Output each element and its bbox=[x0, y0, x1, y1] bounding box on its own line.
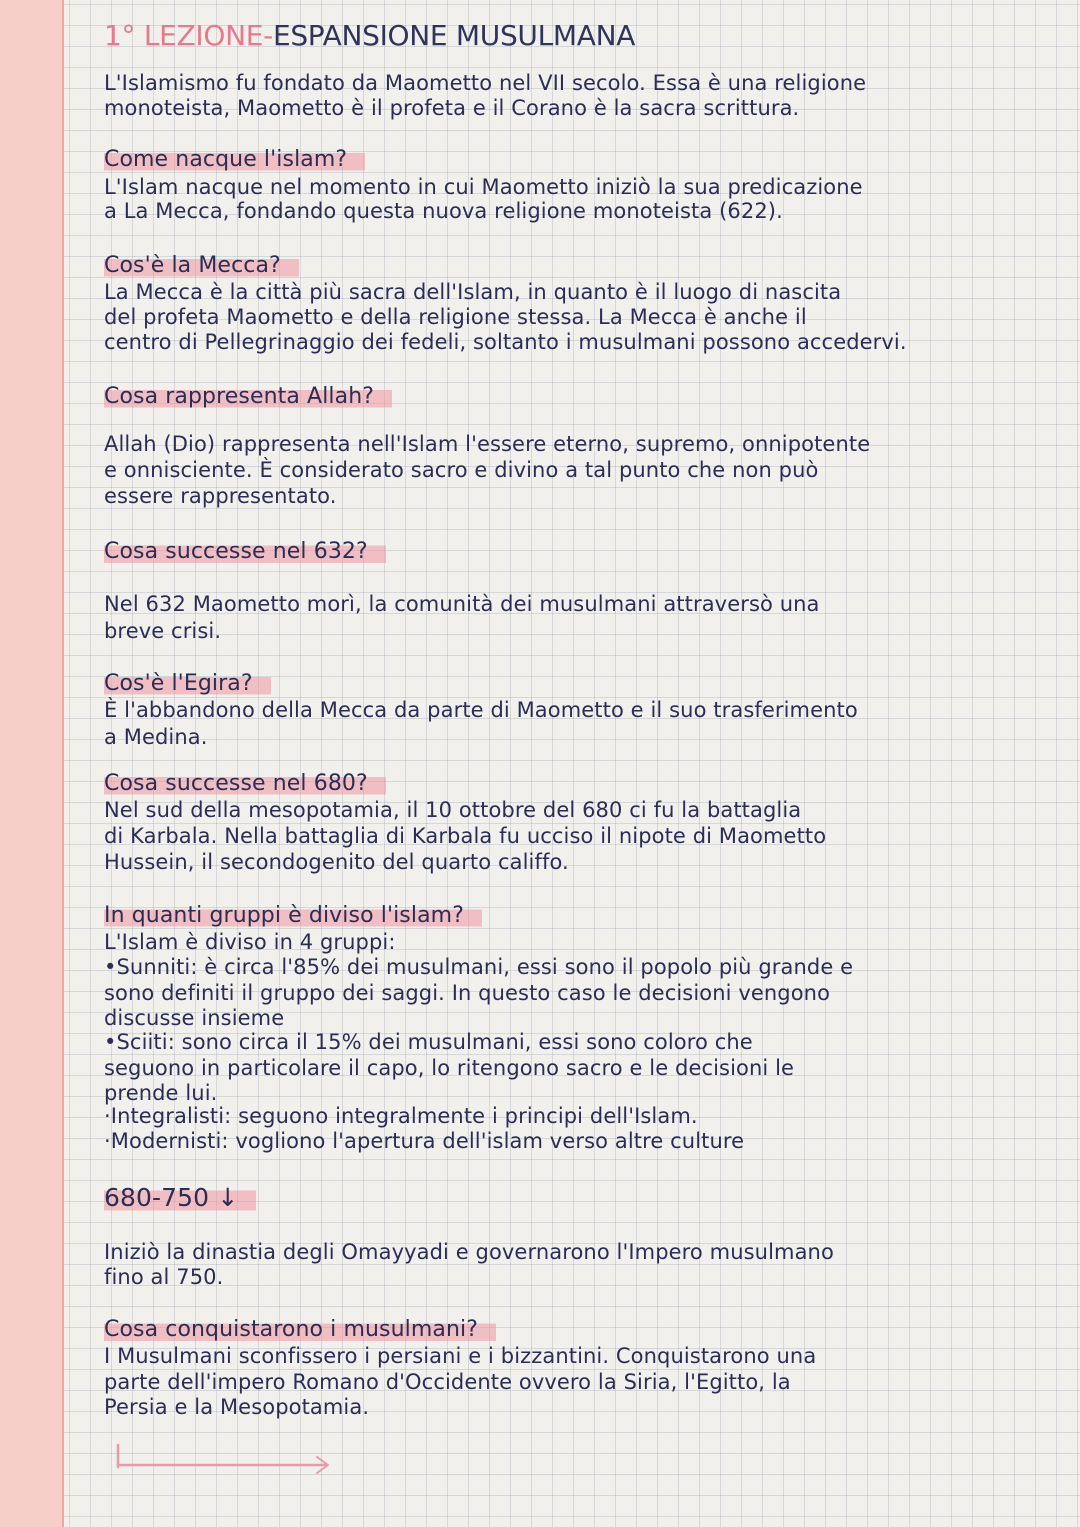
answer-line: del profeta Maometto e della religione stessa. La Mecca è anche il bbox=[104, 305, 807, 329]
answer-line: •Sunniti: è circa l'85% dei musulmani, essi sono il popolo più grande e bbox=[104, 955, 854, 979]
answer-line: centro di Pellegrinaggio dei fedeli, soltanto i musulmani possono accedervi. bbox=[104, 330, 907, 354]
answer-line: essere rappresentato. bbox=[104, 484, 337, 508]
margin-line bbox=[62, 0, 64, 1527]
question-heading: Cosa conquistarono i musulmani? bbox=[104, 1318, 496, 1342]
answer-line: Iniziò la dinastia degli Omayyadi e governarono l'Impero musulmano bbox=[104, 1240, 834, 1264]
answer-line: •Sciiti: sono circa il 15% dei musulmani, essi sono coloro che bbox=[104, 1030, 753, 1054]
question-heading: Come nacque l'islam? bbox=[104, 148, 365, 172]
timeline-arrow bbox=[112, 1443, 342, 1477]
intro-line: monoteista, Maometto è il profeta e il Corano è la sacra scrittura. bbox=[104, 96, 800, 120]
title-prefix: 1° LEZIONE- bbox=[104, 19, 273, 52]
answer-line: seguono in particolare il capo, lo ritengono sacro e le decisioni le bbox=[104, 1056, 795, 1080]
answer-line: e onnisciente. È considerato sacro e divino a tal punto che non può bbox=[104, 458, 819, 482]
title-main: ESPANSIONE MUSULMANA bbox=[272, 19, 636, 52]
answer-line: a Medina. bbox=[104, 725, 208, 749]
answer-line: discusse insieme bbox=[104, 1006, 285, 1030]
page-title bbox=[104, 19, 636, 52]
answer-line: Nel sud della mesopotamia, il 10 ottobre del 680 ci fu la battaglia bbox=[104, 798, 802, 822]
answer-line: Nel 632 Maometto morì, la comunità dei musulmani attraversò una bbox=[104, 592, 820, 616]
question-heading: In quanti gruppi è diviso l'islam? bbox=[104, 904, 482, 928]
answer-line: L'Islam nacque nel momento in cui Maometto iniziò la sua predicazione bbox=[104, 175, 863, 199]
answer-line: I Musulmani sconfissero i persiani e i bizzantini. Conquistarono una bbox=[104, 1344, 817, 1368]
intro-line: L'Islamismo fu fondato da Maometto nel VII secolo. Essa è una religione bbox=[104, 71, 867, 95]
answer-line: Persia e la Mesopotamia. bbox=[104, 1395, 370, 1419]
question-heading: Cos'è la Mecca? bbox=[104, 254, 299, 278]
answer-line: fino al 750. bbox=[104, 1265, 224, 1289]
answer-line: sono definiti il gruppo dei saggi. In questo caso le decisioni vengono bbox=[104, 981, 831, 1005]
answer-line: parte dell'impero Romano d'Occidente ovvero la Siria, l'Egitto, la bbox=[104, 1370, 791, 1394]
answer-line: Hussein, il secondogenito del quarto califfo. bbox=[104, 850, 569, 874]
answer-line: prende lui. bbox=[104, 1081, 218, 1105]
answer-line: ·Modernisti: vogliono l'apertura dell'islam verso altre culture bbox=[104, 1129, 745, 1153]
question-heading: Cosa successe nel 632? bbox=[104, 540, 386, 564]
question-heading: Cosa successe nel 680? bbox=[104, 772, 386, 796]
answer-line: di Karbala. Nella battaglia di Karbala fu ucciso il nipote di Maometto bbox=[104, 824, 827, 848]
question-heading: Cos'è l'Egira? bbox=[104, 672, 271, 696]
question-heading: 680-750 ↓ bbox=[104, 1186, 256, 1210]
answer-line: a La Mecca, fondando questa nuova religione monoteista (622). bbox=[104, 199, 783, 223]
answer-line: La Mecca è la città più sacra dell'Islam, in quanto è il luogo di nascita bbox=[104, 280, 842, 304]
answer-line: breve crisi. bbox=[104, 619, 222, 643]
answer-line: Allah (Dio) rappresenta nell'Islam l'essere eterno, supremo, onnipotente bbox=[104, 432, 871, 456]
answer-line: ·Integralisti: seguono integralmente i principi dell'Islam. bbox=[104, 1104, 698, 1128]
question-heading: Cosa rappresenta Allah? bbox=[104, 385, 392, 409]
answer-line: L'Islam è diviso in 4 gruppi: bbox=[104, 930, 396, 954]
pink-margin bbox=[0, 0, 62, 1527]
answer-line: È l'abbandono della Mecca da parte di Maometto e il suo trasferimento bbox=[104, 698, 858, 722]
